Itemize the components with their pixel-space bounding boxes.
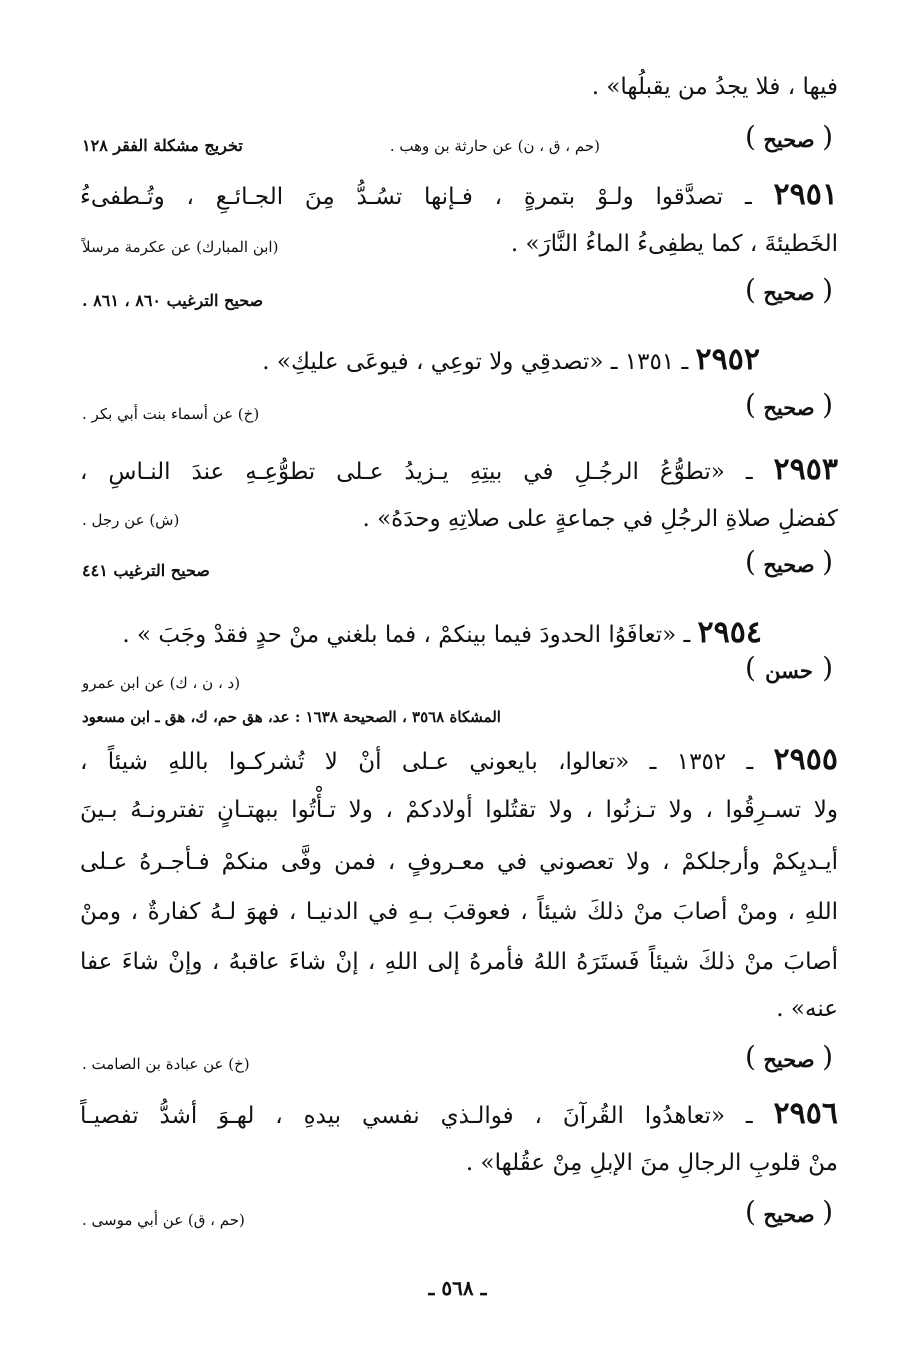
reference-note	[82, 561, 282, 580]
grade-label	[745, 393, 833, 423]
source-citation	[82, 674, 342, 692]
grade-text: صحيح	[763, 1047, 815, 1072]
reference-text: صحيح الترغيب ٨٦٠ ، ٨٦١ .	[82, 291, 264, 310]
source-text: (ش) عن رجل .	[82, 511, 180, 529]
grade-label	[745, 550, 833, 580]
hadith-text: الخَطيئةَ ، كما يطفِىءُ الماءُ النَّارَ» .	[510, 231, 838, 257]
hadith-text: ـ تصدَّقوا ولـوْ بتمرةٍ ، فـإنها تسُـدُّ مِنَ الجـائـعِ ، وتُـطفىءُ	[80, 184, 752, 210]
hadith-2953-line-2	[360, 506, 838, 534]
grade-label	[745, 125, 833, 155]
hadith-text: ـ ١٣٥١ ـ «تصدقِي ولا توعِي ، فيوعَى عليكِ» .	[262, 349, 689, 375]
hadith-2954-line-1	[100, 615, 762, 651]
grade-text: صحيح	[763, 395, 815, 420]
hadith-text: ـ «تعاهدُوا القُرآنَ ، فوالـذي نفسي بيدهِ ، لهـوَ أشدُّ تفصيـاً	[80, 1103, 753, 1129]
hadith-2956-line-2	[380, 1150, 838, 1178]
reference-note	[82, 136, 292, 155]
hadith-text: أصابَ منْ ذلكَ شيئاً فَستَرَهُ اللهُ فأمرهُ إلى اللهِ ، إنْ شاءَ عاقبهُ ، وإنْ شاءَ عفا	[80, 949, 838, 975]
hadith-text: اللهِ ، ومنْ أصابَ منْ ذلكَ شيئاً ، فعوقبَ بـهِ في الدنيـا ، فهوَ لـهُ كفارةٌ ، ومنْ	[80, 899, 838, 925]
grade-text: صحيح	[763, 1202, 815, 1227]
hadith-number: ٢٩٥١	[773, 177, 838, 212]
source-citation	[82, 238, 312, 256]
page-number-text: ـ ٥٦٨ ـ	[428, 1276, 487, 1300]
source-text: (خ) عن أسماء بنت أبي بكر .	[82, 405, 260, 423]
hadith-2955-line-6	[700, 996, 838, 1024]
source-text: (ابن المبارك) عن عكرمة مرسلاً	[82, 238, 279, 256]
hadith-text: كفضلِ صلاةِ الرجُلِ في جماعةٍ على صلاتِهِ وحدَهُ» .	[362, 506, 838, 532]
hadith-text: ـ «تطوُّعُ الرجُـلِ في بيتِهِ يـزيدُ عـلى تطوُّعِـهِ عندَ النـاسِ ،	[80, 459, 753, 485]
page-number	[0, 1276, 915, 1300]
hadith-text: فيها ، فلا يجدُ من يقبلُها» .	[591, 74, 838, 100]
hadith-text: عنه» .	[776, 996, 838, 1022]
hadith-number: ٢٩٥٥	[773, 742, 838, 777]
source-citation	[82, 1211, 312, 1229]
hadith-text: ـ «تعافَوُا الحدودَ فيما بينكمْ ، فما بلغني منْ حدٍ فقدْ وجَبَ » .	[122, 622, 691, 648]
grade-text: صحيح	[763, 127, 815, 152]
reference-note	[82, 291, 332, 310]
hadith-2951-line-2	[510, 231, 838, 259]
source-citation	[82, 405, 322, 423]
grade-label	[745, 1200, 833, 1230]
hadith-2953-line-1	[80, 452, 838, 488]
source-text: (خ) عن عبادة بن الصامت .	[82, 1055, 250, 1073]
hadith-2951-line-1	[80, 177, 838, 213]
source-citation	[82, 511, 322, 529]
grade-label	[745, 278, 833, 308]
reference-text: صحيح الترغيب ٤٤١	[82, 561, 210, 580]
hadith-text: منْ قلوبِ الرجالِ منَ الإبلِ مِنْ عقُلها» .	[465, 1150, 838, 1176]
source-text: (د ، ن ، ك) عن ابن عمرو	[82, 674, 241, 692]
hadith-number: ٢٩٥٢	[695, 342, 760, 377]
hadith-2955-line-4	[80, 899, 838, 927]
grade-text: حسن	[765, 658, 813, 683]
hadith-2955-line-3	[80, 849, 838, 877]
grade-text: صحيح	[763, 280, 815, 305]
hadith-2950-tail	[80, 74, 838, 102]
hadith-number: ٢٩٥٦	[773, 1096, 838, 1131]
reference-text: تخريج مشكلة الفقر ١٢٨	[82, 136, 243, 155]
source-citation	[82, 1055, 322, 1073]
source-text: (حم ، ق ، ن) عن حارثة بن وهب .	[389, 137, 600, 155]
hadith-2956-line-1	[80, 1096, 838, 1132]
hadith-number: ٢٩٥٤	[697, 615, 762, 650]
grade-label	[745, 656, 833, 686]
hadith-text: ولا تسـرِقُوا ، ولا تـزنُوا ، ولا تقتُلوا أولادكمْ ، ولا تـأْتُوا ببهتـانٍ تفترونـهُ بـينَ	[80, 797, 838, 823]
hadith-2955-line-1	[80, 742, 838, 778]
hadith-2955-line-2	[80, 797, 838, 825]
hadith-text: أيـديِكمْ وأرجلكمْ ، ولا تعصوني في معـروفٍ ، فمن وفَّى منكمْ فـأجـرهُ عـلى	[80, 849, 838, 875]
hadith-2955-line-5	[80, 949, 838, 977]
hadith-number: ٢٩٥٣	[773, 452, 838, 487]
source-text: (حم ، ق) عن أبي موسى .	[82, 1211, 245, 1229]
reference-text: المشكاة ٣٥٦٨ ، الصحيحة ١٦٣٨ : عد، هق حم، ك، هق ـ ابن مسعود	[82, 708, 501, 726]
hadith-2952-line-1	[180, 342, 760, 378]
hadith-text: ـ ١٣٥٢ ـ «تعالوا، بايعوني عـلى أنْ لا تُشركـوا باللهِ شيئاً ،	[80, 749, 754, 775]
grade-label	[745, 1045, 833, 1075]
grade-text: صحيح	[763, 552, 815, 577]
reference-note	[82, 708, 682, 726]
